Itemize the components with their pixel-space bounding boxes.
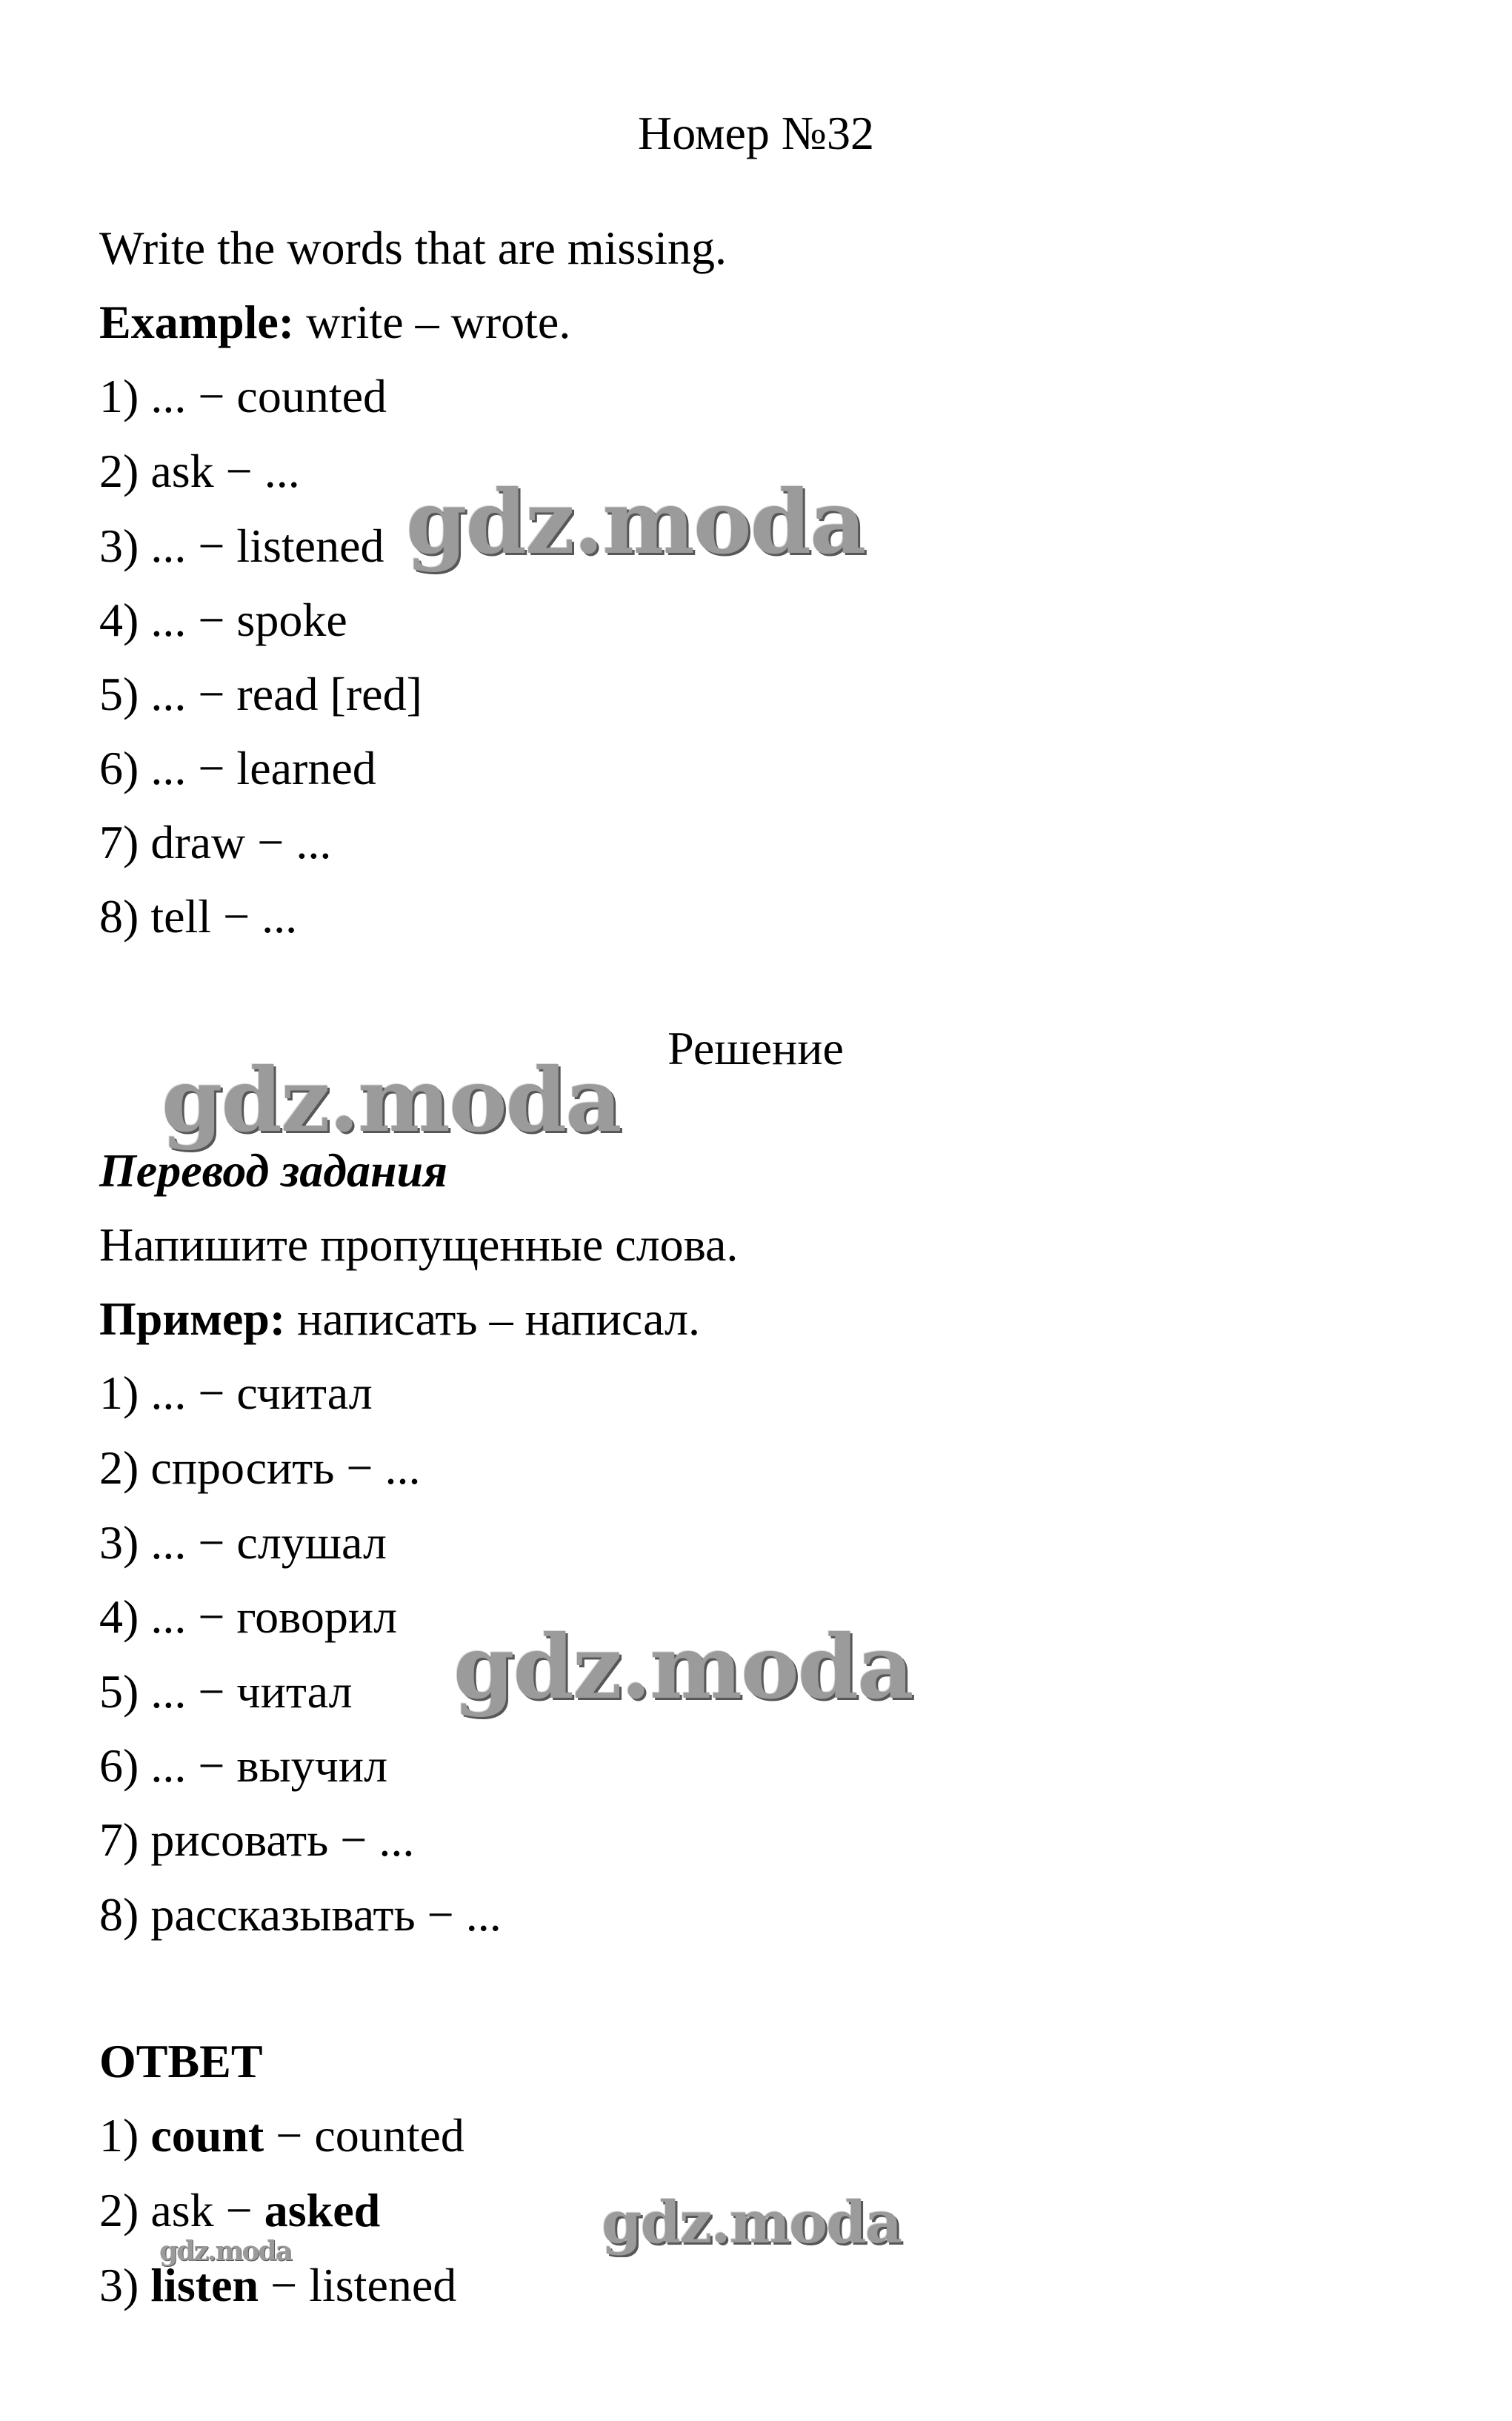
answer-sep: − <box>264 2109 315 2162</box>
answer-first: ask <box>150 2184 214 2236</box>
solution-heading: Решение <box>667 1022 844 1075</box>
translation-example-label: Пример: <box>99 1292 286 1345</box>
answer-num: 2) <box>99 2184 151 2236</box>
translation-item: 7) рисовать − ... <box>99 1813 415 1866</box>
answer-first: listen <box>150 2259 259 2311</box>
answer-second: asked <box>264 2184 381 2236</box>
translation-item: 3) ... − слушал <box>99 1516 387 1569</box>
task-item: 1) ... − counted <box>99 370 387 422</box>
translation-heading: Перевод задания <box>99 1144 448 1197</box>
translation-item: 6) ... − выучил <box>99 1739 387 1792</box>
translation-example <box>99 1289 700 1349</box>
watermark-logo: gdz.moda <box>161 1049 621 1152</box>
task-item: 6) ... − learned <box>99 742 376 794</box>
translation-instruction: Напишите пропущенные слова. <box>99 1218 739 1271</box>
task-item: 5) ... − read [red] <box>99 668 422 720</box>
watermark-logo: gdz.moda <box>406 471 865 574</box>
translation-item: 1) ... − считал <box>99 1366 373 1419</box>
translation-item: 4) ... − говорил <box>99 1590 398 1643</box>
translation-item: 2) спросить − ... <box>99 1441 421 1494</box>
answer-heading: ОТВЕТ <box>99 2035 263 2088</box>
task-example-text: write – wrote. <box>294 296 571 348</box>
watermark-logo: gdz.moda <box>453 1615 913 1718</box>
page-title: Номер №32 <box>638 107 874 159</box>
task-item: 7) draw − ... <box>99 816 332 869</box>
answer-first: count <box>150 2109 264 2162</box>
task-example-label: Example: <box>99 296 295 348</box>
answer-sep: − <box>259 2259 310 2311</box>
answer-item <box>99 2106 464 2165</box>
translation-item: 8) рассказывать − ... <box>99 1888 502 1941</box>
translation-example-text: написать – написал. <box>285 1292 700 1345</box>
answer-sep: − <box>213 2184 264 2236</box>
task-instruction: Write the words that are missing. <box>99 222 727 274</box>
task-item: 2) ask − ... <box>99 445 300 497</box>
task-item: 4) ... − spoke <box>99 594 347 646</box>
task-item: 8) tell − ... <box>99 890 298 943</box>
task-item: 3) ... − listened <box>99 519 384 572</box>
task-example <box>99 293 570 352</box>
answer-num: 3) <box>99 2259 151 2311</box>
watermark-logo: gdz.moda <box>602 2189 902 2256</box>
answer-num: 1) <box>99 2109 151 2162</box>
watermark-logo: gdz.moda <box>159 2236 291 2267</box>
answer-item <box>99 2181 380 2240</box>
translation-item: 5) ... − читал <box>99 1665 353 1718</box>
answer-second: listened <box>309 2259 457 2311</box>
answer-second: counted <box>314 2109 464 2162</box>
